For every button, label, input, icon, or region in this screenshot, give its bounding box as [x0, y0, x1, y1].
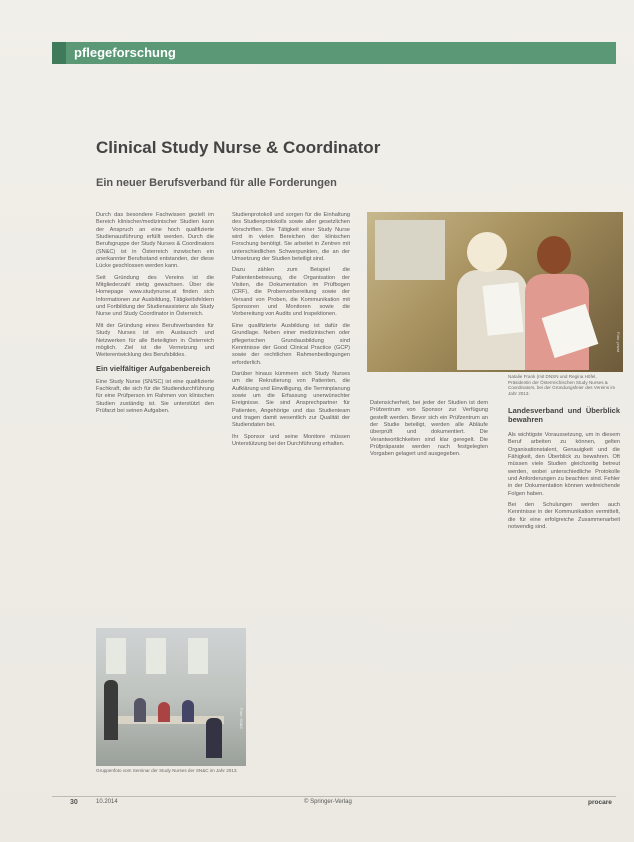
photo-two-women-with-certificates — [367, 212, 623, 372]
text-column-4 — [508, 400, 620, 785]
magazine-brand: procare — [588, 799, 612, 806]
issue-date: 10.2014 — [96, 799, 118, 805]
paragraph: Datensicherheit, bei jeder der Studien ist dem Prüfzentrum von Sponsor zur Verfügung gestellt werden. Bevor sich ein Prüfzentrum an der Studie beteiligt, werden alle Abläufe überprüft und dokumentiert. Die Verantwortlichkeiten sind klar geregelt. Die Prüfpräparate werden nach festgelegten Vorgaben gelagert und ausgegeben. — [370, 400, 488, 458]
photo-caption: Natalie Frank (mit DNSN und Regina Höfel, Präsidentin der Österreichischen Study Nurses & Coordinators, bei der Gründungsfeier des Vereins im Jahr 2013. — [508, 374, 616, 396]
paragraph: Seit Gründung des Vereins ist die Mitgliederzahl stetig gewachsen. Über die Homepage www.studynurse.at finden sich Informationen zur Ausbildung, Tätigkeitsfeldern und Fortbildung der Studienassistenz als Study Nurse und Study Coordinator in Österreich. — [96, 274, 214, 318]
paragraph: Eine qualifizierte Ausbildung ist dafür die Grundlage. Neben einer medizinischen oder pflegerischen Grundausbildung sind Kenntnisse der Good Clinical Practice (GCP) sowie der rechtlichen Rahmenbedingungen erforderlich. — [232, 322, 350, 366]
article-subtitle: Ein neuer Berufsverband für alle Forderungen — [96, 177, 337, 189]
photo-credit: Foto: SN&C — [239, 708, 244, 730]
text-column-1 — [96, 212, 214, 627]
section-label: pflegeforschung — [74, 45, 176, 60]
section-header-bar — [52, 42, 616, 64]
section-heading: Landesverband und Überblick bewahren — [508, 406, 620, 424]
section-color-mark — [52, 42, 66, 64]
article-title: Clinical Study Nurse & Coordinator — [96, 138, 381, 157]
publisher-credit: © Springer-Verlag — [304, 799, 352, 805]
photo-seminar-room — [96, 628, 246, 766]
paragraph: Als wichtigste Voraussetzung, um in diesem Beruf arbeiten zu können, gelten Organisationstalent, Genauigkeit und die Fähigkeit, den Überblick zu bewahren. Oft müssen viele Studien gleichzeitig betreut werden, wobei unterschiedliche Protokolle und Anforderungen zu beachten sind. Fehler in der Dokumentation können weitreichende Folgen haben. — [508, 432, 620, 497]
paragraph: Studienprotokoll und sorgen für die Einhaltung des Studienprotokolls sowie aller gesetzlichen Vorschriften. Die Tätigkeit einer Study Nurse wird in vielen Bereichen der klinischen Forschung benötigt. Sie arbeitet in Zentren mit unterschiedlichen Schwerpunkten, die an der Umsetzung der Studien beteiligt sind. — [232, 212, 350, 263]
footer-divider — [52, 796, 616, 797]
photo-caption: Gruppenfoto vom Seminar der Study Nurses der SN&C im Jahr 2013. — [96, 768, 238, 773]
paragraph: Bei den Schulungen werden auch Kenntnisse in der Kommunikation vermittelt, die für eine erfolgreiche Zusammenarbeit notwendig sind. — [508, 502, 620, 531]
photo-credit: Foto: privat — [616, 332, 621, 353]
paragraph: Mit der Gründung eines Berufsverbandes für Study Nurses ist ein Austausch und Netzwerken für alle Beteiligten in Österreich möglich. Ziel ist die Vernetzung und Weiterentwicklung des Berufsbildes. — [96, 322, 214, 359]
page-number: 30 — [70, 799, 78, 806]
text-column-2 — [232, 212, 350, 782]
section-heading: Ein vielfältiger Aufgabenbereich — [96, 363, 211, 373]
paragraph: Eine Study Nurse (SN/SC) ist eine qualifizierte Fachkraft, die sich für die Studiendurchführung für eine Prüfperson im Rahmen von klinischen Studien zuständig ist. Sie unterstützt den Prüfarzt bei seinen Aufgaben. — [96, 378, 214, 414]
text-column-3 — [370, 400, 488, 785]
paragraph: Dazu zählen zum Beispiel die Patientenbetreuung, die Organisation der Visiten, die Dokumentation im Prüfbogen (CRF), die Probenvorbereitung sowie der Versand von Proben, die Kommunikation mit Sponsoren und Monitoren sowie die Vorbereitung von Audits und Inspektionen. — [232, 267, 350, 318]
paragraph: Durch das besondere Fachwissen gezielt im Bereich klinischer/medizinischer Studien kann der Anspruch an eine hoch qualifizierte Studienausführung erfüllt werden. Durch die Berufsgruppe der Study Nurses & Coordinators (SN&C) ist in Österreich inzwischen ein anerkannter Berufsstand entstanden, der diese Lücke geschlossen werden kann. — [96, 212, 214, 270]
paragraph: Darüber hinaus kümmern sich Study Nurses um die Rekrutierung von Patienten, die Aufklärung und Einwilligung, die Terminplanung sowie um die Erfassung unerwünschter Ereignisse. Sie sind Ansprechpartner für Patienten, Angehörige und das Studienteam und tragen damit wesentlich zur Qualität der Studiendaten bei. — [232, 370, 350, 429]
paragraph: Ihr Sponsor und seine Monitore müssen Unterstützung bei der Durchführung erhalten. — [232, 433, 350, 447]
